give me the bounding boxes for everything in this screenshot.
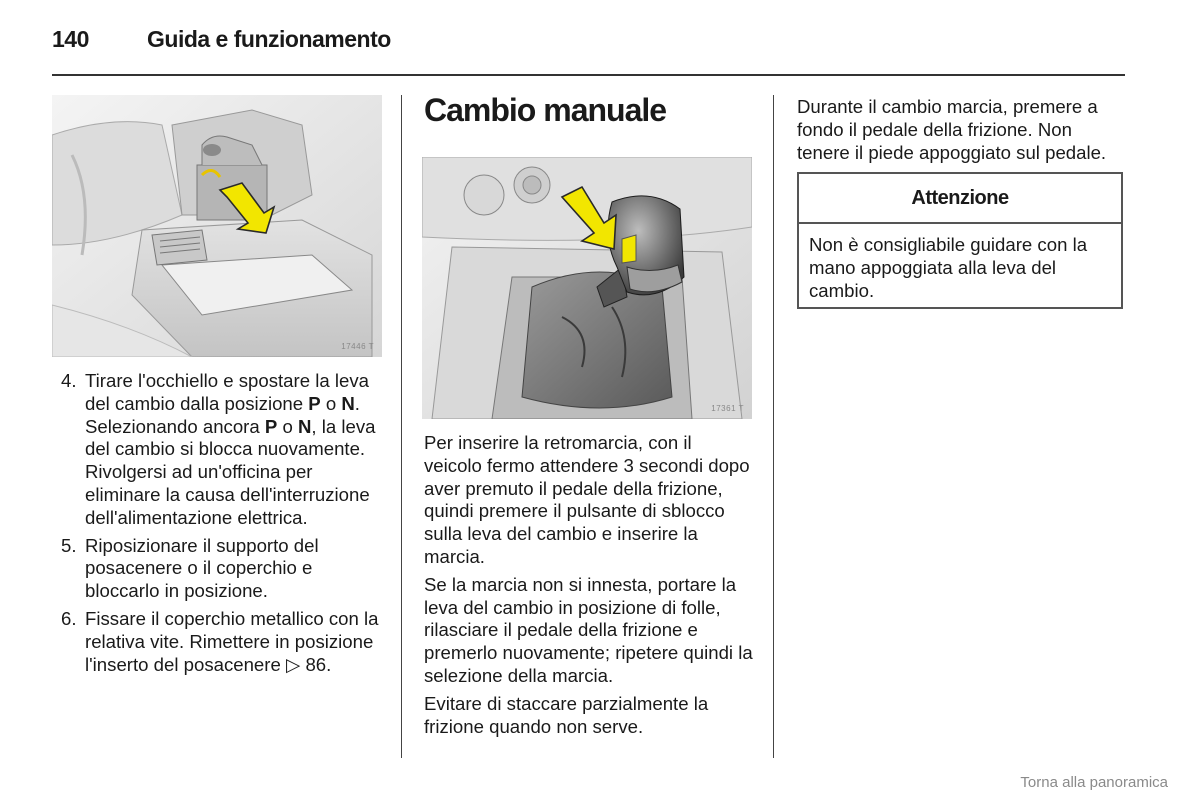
step-text: o <box>277 415 298 437</box>
warning-body: Non è consigliabile guidare con la mano appoggiata alla leva del cambio. <box>809 234 1088 301</box>
right-column-text <box>797 96 1129 169</box>
section-title: Guida e funzionamento <box>147 26 391 52</box>
column-divider-right <box>773 95 774 758</box>
gear-lever-illustration-icon <box>422 157 752 419</box>
gear-position-label: N <box>341 392 355 414</box>
figure-code: 17446 T <box>341 342 374 351</box>
paragraph: Per inserire la retromarcia, con il veicolo fermo attendere 3 secondi dopo aver premuto il pedale della frizione, quindi premere il pulsante di sblocco sulla leva del cambio e inserire la marcia. <box>424 432 750 567</box>
step-text: ▷ 86. <box>285 653 332 675</box>
paragraph: Se la marcia non si innesta, portare la leva del cambio in posizione di folle, rilasciare il pedale della frizione e premerlo nuovamente; ripetere quindi la selezione della marcia. <box>424 573 753 686</box>
step-text: Fissare il coperchio metallico con la relativa vite. Rimettere in posizione l'inserto del posacenere <box>85 607 379 675</box>
step-item <box>61 535 381 603</box>
step-number: 4. <box>61 370 77 391</box>
warning-title: Attenzione <box>799 174 1121 224</box>
ashtray-figure <box>52 95 382 357</box>
step-text: , la leva del cambio si blocca nuovamente. Rivolgersi ad un'officina per eliminare la causa dell'interruzione dell'alimentazione elettrica. <box>85 415 376 528</box>
step-number: 6. <box>61 607 77 629</box>
step-text: . Selezionando ancora <box>85 392 360 437</box>
figure-code: 17361 T <box>711 404 744 413</box>
paragraph: Durante il cambio marcia, premere a fondo il pedale della frizione. Non tenere il piede appoggiato sul pedale. <box>797 96 1107 163</box>
step-text: Tirare l'occhiello e spostare la leva del cambio dalla posizione <box>85 370 369 414</box>
section-heading: Cambio manuale <box>424 92 667 128</box>
gear-position-label: P <box>264 415 278 437</box>
gear-position-label: P <box>308 392 321 414</box>
page-header <box>52 26 391 56</box>
page-number: 140 <box>52 26 89 52</box>
warning-box <box>797 172 1123 309</box>
step-text: Riposizionare il supporto del posacenere o il coperchio e bloccarlo in posizione. <box>85 534 319 602</box>
gear-position-label: N <box>297 415 312 437</box>
gear-lever-figure <box>422 157 752 419</box>
middle-column-text <box>424 432 754 743</box>
left-column-text <box>61 370 381 681</box>
step-item <box>61 370 381 530</box>
column-divider-left <box>401 95 402 758</box>
steps-list <box>61 370 381 676</box>
step-text: o <box>320 392 342 414</box>
ashtray-illustration-icon <box>52 95 382 357</box>
overview-link[interactable]: Torna alla panoramica <box>1020 774 1168 791</box>
step-item <box>61 608 381 676</box>
paragraph: Evitare di staccare parzialmente la frizione quando non serve. <box>424 692 709 737</box>
header-divider <box>52 74 1125 76</box>
step-number: 5. <box>61 534 77 556</box>
